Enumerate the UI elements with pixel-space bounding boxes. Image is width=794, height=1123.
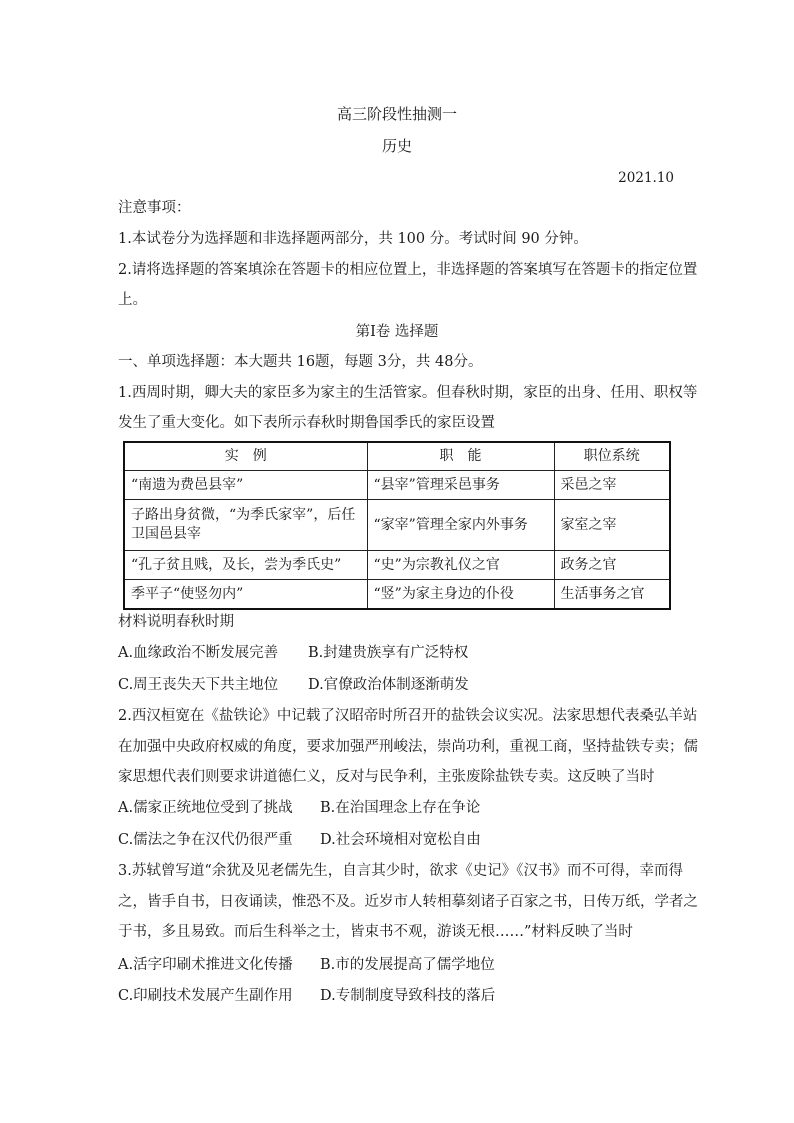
subject-title: 历史 bbox=[381, 137, 412, 155]
q1-option-b[interactable]: B.封建贵族享有广泛特权 bbox=[308, 645, 469, 661]
q1-table-header-function: 职 能 bbox=[367, 442, 554, 471]
q3-options-row-2 bbox=[118, 986, 495, 1006]
table-cell: 家室之宰 bbox=[554, 500, 670, 551]
exam-title: 高三阶段性抽测一 bbox=[336, 105, 457, 123]
q1-options-row-2 bbox=[118, 675, 469, 695]
q2-option-c[interactable]: C.儒法之争在汉代仍很严重 bbox=[118, 832, 293, 848]
q2-stem-line-1: 2.西汉桓宽在《盐铁论》中记载了汉昭帝时所召开的盐铁会议实况。法家思想代表桑弘羊站 bbox=[118, 708, 698, 724]
q1-table-header-system: 职位系统 bbox=[554, 442, 670, 471]
table-cell: 采邑之宰 bbox=[554, 471, 670, 500]
q1-option-a[interactable]: A.血缘政治不断发展完善 bbox=[118, 645, 279, 661]
q2-options-row-2 bbox=[118, 830, 481, 850]
q3-option-a[interactable]: A.活字印刷术推进文化传播 bbox=[118, 957, 293, 973]
q3-stem-line-1: 3.苏轼曾写道“余犹及见老儒先生，自言其少时，欲求《史记》《汉书》而不可得，幸而得 bbox=[118, 863, 683, 879]
q2-options-row-1 bbox=[118, 798, 480, 818]
table-row bbox=[124, 551, 670, 580]
q1-table-header-example: 实 例 bbox=[124, 442, 367, 471]
q2-option-d[interactable]: D.社会环境相对宽松自由 bbox=[320, 832, 481, 848]
q1-option-d[interactable]: D.官僚政治体制逐渐萌发 bbox=[308, 677, 469, 693]
section-title: 第Ⅰ卷 选择题 bbox=[355, 324, 439, 340]
notes-item-2-line-2: 上。 bbox=[118, 292, 147, 308]
q3-stem-line-2: 之，皆手自书，日夜诵读，惟恐不及。近岁市人转相摹刻诸子百家之书，日传万纸，学者之 bbox=[118, 894, 698, 910]
table-cell: “县宰”管理采邑事务 bbox=[367, 471, 554, 500]
q1-options-row-1 bbox=[118, 643, 468, 663]
table-cell: 政务之官 bbox=[554, 551, 670, 580]
q3-option-c[interactable]: C.印刷技术发展产生副作用 bbox=[118, 988, 293, 1004]
q2-option-b[interactable]: B.在治国理念上存在争论 bbox=[320, 800, 481, 816]
table-row bbox=[124, 500, 670, 551]
table-cell: 子路出身贫微，“为季氏家宰”，后任卫国邑县宰 bbox=[124, 500, 367, 551]
q2-option-a[interactable]: A.儒家正统地位受到了挑战 bbox=[118, 800, 293, 816]
q1-table-header-row bbox=[124, 442, 670, 471]
q2-stem-line-3: 家思想代表们则要求讲道德仁义，反对与民争利，主张废除盐铁专卖。这反映了当时 bbox=[118, 769, 655, 785]
q3-options-row-1 bbox=[118, 955, 495, 975]
exam-date: 2021.10 bbox=[618, 170, 674, 186]
table-row bbox=[124, 580, 670, 610]
table-cell: 季平子“使竖勿内” bbox=[124, 580, 367, 610]
table-cell: “南遗为费邑县宰” bbox=[124, 471, 367, 500]
q2-stem-line-2: 在加强中央政府权威的角度，要求加强严刑峻法，崇尚功利，重视工商，坚持盐铁专卖；儒 bbox=[118, 739, 698, 755]
section-instruction: 一、单项选择题：本大题共 16题，每题 3分，共 48分。 bbox=[118, 354, 483, 370]
table-cell: “孔子贫且贱，及长，尝为季氏史” bbox=[124, 551, 367, 580]
q1-option-c[interactable]: C.周王丧失天下共主地位 bbox=[118, 677, 279, 693]
table-row bbox=[124, 471, 670, 500]
q1-stem-line-2: 发生了重大变化。如下表所示春秋时期鲁国季氏的家臣设置 bbox=[118, 415, 495, 431]
q1-tail: 材料说明春秋时期 bbox=[118, 614, 234, 630]
q3-option-b[interactable]: B.市的发展提高了儒学地位 bbox=[320, 957, 495, 973]
notes-item-2-line-1: 2.请将选择题的答案填涂在答题卡的相应位置上，非选择题的答案填写在答题卡的指定位置 bbox=[118, 262, 698, 278]
q1-stem-line-1: 1.西周时期，卿大夫的家臣多为家主的生活管家。但春秋时期，家臣的出身、任用、职权等 bbox=[118, 385, 698, 401]
notes-item-1: 1.本试卷分为选择题和非选择题两部分，共 100 分。考试时间 90 分钟。 bbox=[118, 231, 588, 247]
q3-stem-line-3: 于书，多且易致。而后生科举之士，皆束书不观，游谈无根……”材料反映了当时 bbox=[118, 924, 633, 940]
table-cell: “史”为宗教礼仪之官 bbox=[367, 551, 554, 580]
q3-option-d[interactable]: D.专制制度导致科技的落后 bbox=[320, 988, 496, 1004]
table-cell: “竖”为家主身边的仆役 bbox=[367, 580, 554, 610]
notes-heading: 注意事项： bbox=[118, 200, 191, 216]
table-cell: 生活事务之官 bbox=[554, 580, 670, 610]
table-cell: “家宰”管理全家内外事务 bbox=[367, 500, 554, 551]
q1-table bbox=[123, 441, 671, 610]
